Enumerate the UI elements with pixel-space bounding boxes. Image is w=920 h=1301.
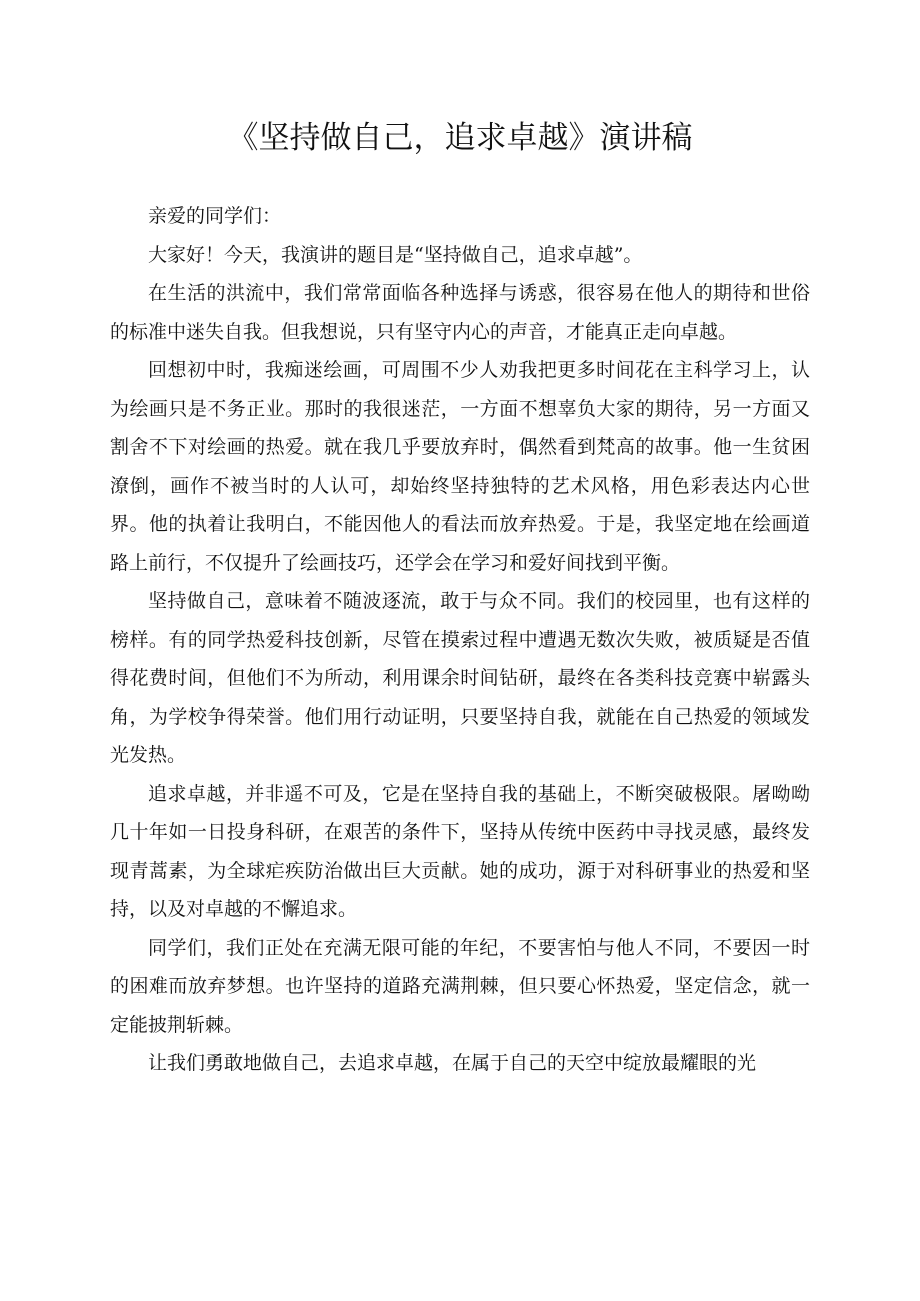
closing-paragraph: 让我们勇敢地做自己，去追求卓越，在属于自己的天空中绽放最耀眼的光 <box>148 1052 757 1074</box>
greeting-paragraph: 大家好！今天，我演讲的题目是“坚持做自己，追求卓越”。 <box>148 243 643 266</box>
body-paragraph: 坚持做自己，意味着不随波逐流，敢于与众不同。我们的校园里，也有这样的榜样。有的同学热爱科技创新，尽管在摸索过程中遭遇无数次失败，被质疑是否值得花费时间，但他们不为所动，利用课余时间钻研，最终在各类科技竞赛中崭露头角，为学校争得荣誉。他们用行动证明，只要坚持自我，就能在自己热爱的领域发光发热。 <box>110 590 810 766</box>
body-paragraph: 在生活的洪流中，我们常常面临各种选择与诱惑，很容易在他人的期待和世俗的标准中迷失自我。但我想说，只有坚守内心的声音，才能真正走向卓越。 <box>110 282 810 343</box>
body-paragraph: 同学们，我们正处在充满无限可能的年纪，不要害怕与他人不同，不要因一时的困难而放弃梦想。也许坚持的道路充满荆棘，但只要心怀热爱，坚定信念，就一定能披荆斩棘。 <box>110 936 810 1036</box>
salutation-paragraph: 亲爱的同学们： <box>148 205 282 227</box>
document-body <box>110 197 810 1083</box>
body-paragraph: 回想初中时，我痴迷绘画，可周围不少人劝我把更多时间花在主科学习上，认为绘画只是不务正业。那时的我很迷茫，一方面不想辜负大家的期待，另一方面又割舍不下对绘画的热爱。就在我几乎要放弃时，偶然看到梵高的故事。他一生贫困潦倒，画作不被当时的人认可，却始终坚持独特的艺术风格，用色彩表达内心世界。他的执着让我明白，不能因他人的看法而放弃热爱。于是，我坚定地在绘画道路上前行，不仅提升了绘画技巧，还学会在学习和爱好间找到平衡。 <box>110 359 810 574</box>
body-paragraph: 追求卓越，并非遥不可及，它是在坚持自我的基础上，不断突破极限。屠呦呦几十年如一日投身科研，在艰苦的条件下，坚持从传统中医药中寻找灵感，最终发现青蒿素，为全球疟疾防治做出巨大贡献。她的成功，源于对科研事业的热爱和坚持，以及对卓越的不懈追求。 <box>110 782 810 920</box>
document-title: 《坚持做自己，追求卓越》演讲稿 <box>227 120 693 156</box>
